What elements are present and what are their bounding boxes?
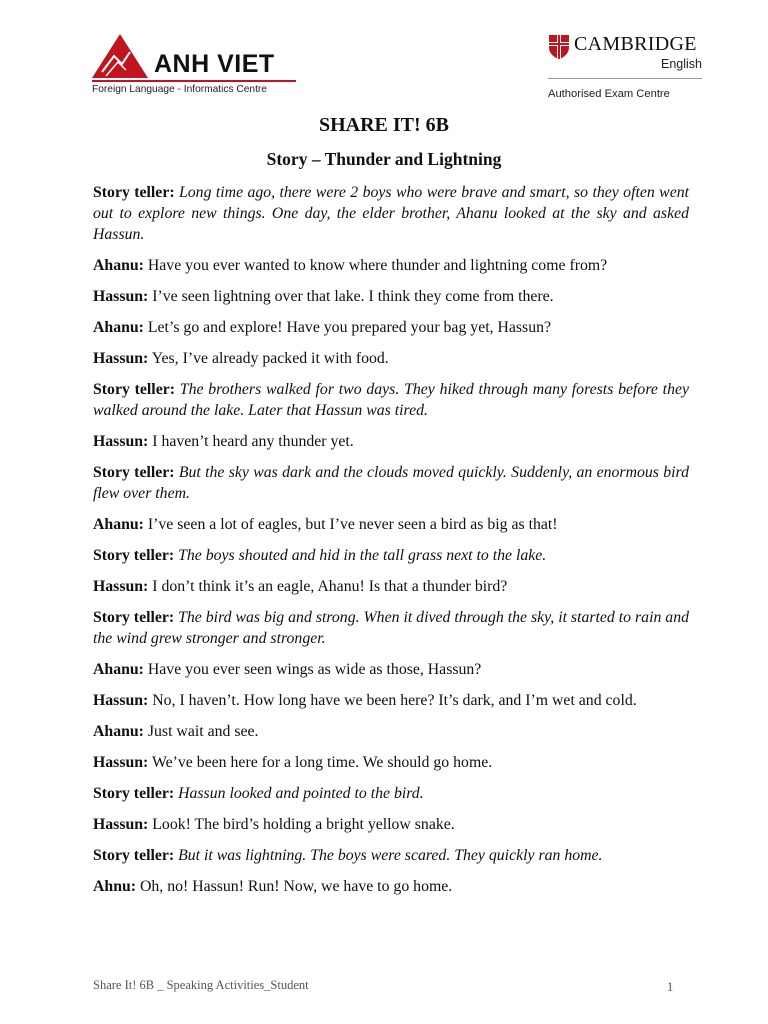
dialogue-line [93,379,689,421]
dialogue-text: The bird was big and strong. When it dived through the sky, it started to rain and the wind grew stronger and stronger. [93,609,690,647]
dialogue-line [93,659,689,680]
dialogue-line [93,752,689,773]
dialogue-text: Have you ever wanted to know where thunder and lightning come from? [147,257,608,274]
dialogue-line [93,690,689,711]
speaker-label: Ahanu: [93,257,144,274]
dialogue-line [93,317,689,338]
dialogue-line [93,607,689,649]
speaker-label: Story teller: [93,464,175,481]
anh-viet-logo [92,32,298,98]
speaker-label: Hassun: [93,433,149,450]
speaker-label: Story teller: [93,547,175,564]
dialogue-text: But the sky was dark and the clouds moved quickly. Suddenly, an enormous bird flew over them. [93,464,689,502]
cambridge-shield-icon [548,34,570,60]
speaker-label: Hassun: [93,816,149,833]
dialogue-text: Just wait and see. [147,723,259,740]
dialogue-text: Hassun looked and pointed to the bird. [178,785,424,802]
dialogue-line [93,576,689,597]
anh-viet-subtitle: Foreign Language - Informatics Centre [92,84,267,95]
dialogue-text: We’ve been here for a long time. We should go home. [151,754,493,771]
speaker-label: Ahanu: [93,661,144,678]
dialogue-text: Oh, no! Hassun! Run! Now, we have to go home. [139,878,453,895]
dialogue-text: Yes, I’ve already packed it with food. [151,350,389,367]
dialogue-line [93,845,689,866]
speaker-label: Hassun: [93,692,149,709]
speaker-label: Ahnu: [93,878,137,895]
speaker-label: Hassun: [93,754,149,771]
speaker-label: Hassun: [93,350,149,367]
dialogue-line [93,348,689,369]
dialogue-text: Have you ever seen wings as wide as those, Hassun? [147,661,482,678]
dialogue-text: But it was lightning. The boys were scared. They quickly ran home. [178,847,603,864]
dialogue-line [93,286,689,307]
speaker-label: Story teller: [93,381,175,398]
dialogue-line [93,783,689,804]
dialogue-line [93,514,689,535]
cambridge-divider [548,78,702,79]
dialogue-text: I’ve seen lightning over that lake. I think they come from there. [152,288,554,305]
dialogue-line [93,814,689,835]
dialogue-text: I’ve seen a lot of eagles, but I’ve never seen a bird as big as that! [147,516,558,533]
speaker-label: Hassun: [93,288,149,305]
speaker-label: Hassun: [93,578,149,595]
footer-text: Share It! 6B _ Speaking Activities_Student [93,978,309,992]
dialogue-text: Let’s go and explore! Have you prepared your bag yet, Hassun? [147,319,552,336]
dialogue-text: Long time ago, there were 2 boys who were brave and smart, so they often went out to explore new things. One day, the elder brother, Ahanu looked at the sky and asked Hassun. [93,184,689,243]
cambridge-name: CAMBRIDGE [574,33,697,55]
speaker-label: Story teller: [93,847,175,864]
dialogue-line [93,182,689,245]
dialogue-line [93,255,689,276]
dialogue-text: I don’t think it’s an eagle, Ahanu! Is that a thunder bird? [152,578,508,595]
dialogue-text: No, I haven’t. How long have we been here? It’s dark, and I’m wet and cold. [152,692,637,709]
dialogue-line [93,431,689,452]
cambridge-logo [546,30,706,102]
story-dialogue [93,182,689,907]
dialogue-text: Look! The bird’s holding a bright yellow snake. [152,816,455,833]
cambridge-tagline: Authorised Exam Centre [548,88,670,100]
dialogue-line [93,545,689,566]
speaker-label: Story teller: [93,785,175,802]
anh-viet-divider [92,80,296,82]
speaker-label: Ahanu: [93,319,144,336]
document-title: SHARE IT! 6B [318,114,450,136]
speaker-label: Ahanu: [93,723,144,740]
speaker-label: Ahanu: [93,516,144,533]
story-title: Story – Thunder and Lightning [266,149,502,169]
dialogue-text: I haven’t heard any thunder yet. [152,433,354,450]
dialogue-line [93,876,689,897]
dialogue-text: The brothers walked for two days. They hiked through many forests before they walked around the lake. Later that Hassun was tired. [93,381,689,419]
page-number: 1 [667,980,674,994]
speaker-label: Story teller: [93,609,175,626]
cambridge-english: English [661,57,702,71]
dialogue-text: The boys shouted and hid in the tall grass next to the lake. [178,547,547,564]
page-header [0,28,768,104]
speaker-label: Story teller: [93,184,175,201]
dialogue-line [93,721,689,742]
anh-viet-name: ANH VIET [154,50,275,78]
anh-viet-triangle-icon [92,32,152,80]
dialogue-line [93,462,689,504]
